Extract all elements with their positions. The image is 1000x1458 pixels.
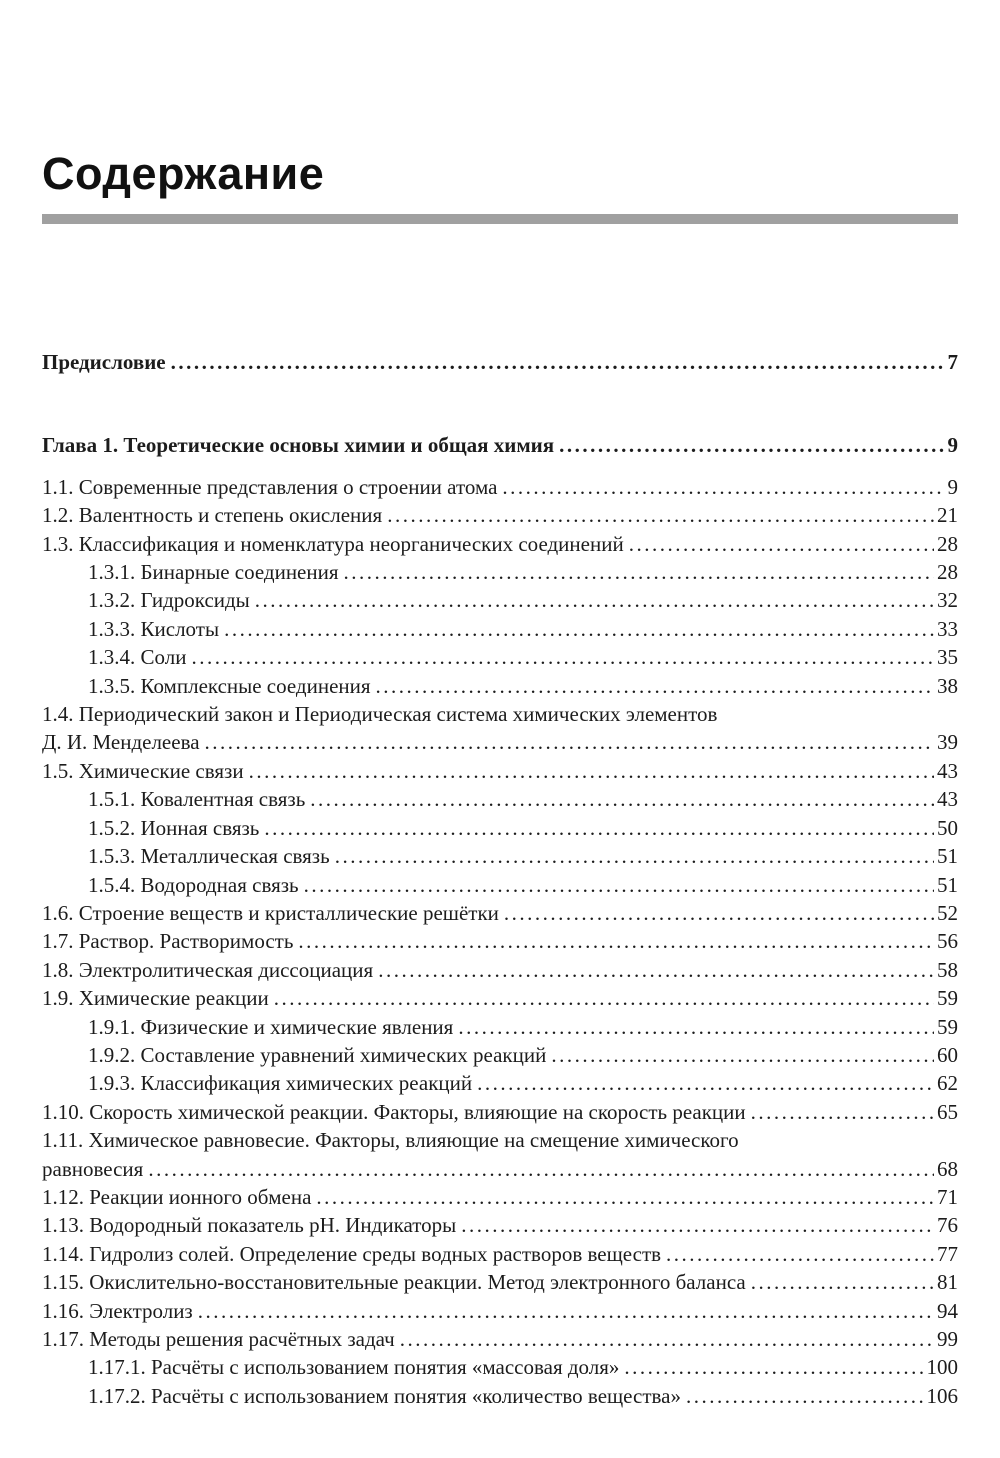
toc-entry <box>42 615 958 643</box>
toc-entry-label: 1.13. Водородный показатель рН. Индикаторы <box>42 1213 457 1238</box>
toc-entry-page: 59 <box>937 1014 958 1039</box>
dot-leader <box>751 1268 934 1296</box>
toc-entry-label: равновесия <box>42 1156 144 1181</box>
dot-leader <box>255 586 934 614</box>
toc-entry-page: 9 <box>947 474 958 499</box>
toc-entry <box>42 672 958 700</box>
toc-entry-label: 1.16. Электролиз <box>42 1298 193 1323</box>
toc-entry <box>42 1098 958 1126</box>
dot-leader <box>376 672 934 700</box>
toc-entry-page: 51 <box>937 872 958 897</box>
dot-leader <box>304 871 934 899</box>
toc-entry <box>42 1268 958 1296</box>
toc-entry <box>42 1183 958 1211</box>
toc-entry <box>42 1240 958 1268</box>
dot-leader <box>477 1069 934 1097</box>
toc-entry-page: 76 <box>937 1213 958 1238</box>
toc-entry-page: 51 <box>937 844 958 869</box>
toc-entry <box>42 643 958 671</box>
toc-entry <box>42 700 958 728</box>
toc-entry-page: 99 <box>937 1327 958 1351</box>
toc-entry <box>42 728 958 756</box>
toc-entry <box>42 899 958 927</box>
dot-leader <box>264 814 934 842</box>
toc-entry-page: 71 <box>937 1184 958 1209</box>
dot-leader <box>224 615 934 643</box>
dot-leader <box>335 842 934 870</box>
toc-entry-label: Предисловие <box>42 350 166 374</box>
toc-entry <box>42 1382 958 1410</box>
toc-entry-page: 28 <box>937 560 958 585</box>
toc-entry-label: 1.15. Окислительно-восстановительные реакции. Метод электронного баланса <box>42 1270 746 1295</box>
toc-entry-label: Д. И. Менделеева <box>42 730 200 755</box>
dot-leader <box>191 643 934 671</box>
toc-entry-label: 1.12. Реакции ионного обмена <box>42 1184 312 1209</box>
toc-entry <box>42 984 958 1012</box>
dot-leader <box>686 1382 924 1410</box>
toc-entry <box>42 348 958 376</box>
toc-entry-page: 21 <box>937 503 958 528</box>
toc-entry-page: 39 <box>937 730 958 755</box>
toc-entry-label: 1.6. Строение веществ и кристаллические решётки <box>42 900 499 925</box>
toc-entry <box>42 1013 958 1041</box>
toc-entry <box>42 871 958 899</box>
toc-entry-label: 1.8. Электролитическая диссоциация <box>42 957 374 982</box>
toc-entry-label: 1.5. Химические связи <box>42 758 244 783</box>
dot-leader <box>502 473 944 501</box>
toc-entry <box>42 785 958 813</box>
toc-entry-page: 28 <box>937 531 958 556</box>
toc-entry <box>42 1325 958 1353</box>
toc-entry <box>42 1069 958 1097</box>
toc-entry-page: 43 <box>937 787 958 812</box>
toc-entry <box>42 1297 958 1325</box>
toc-entry-page: 94 <box>937 1298 958 1323</box>
toc-entry-page: 58 <box>937 957 958 982</box>
toc-entry-label: 1.4. Периодический закон и Периодическая система химических элементов <box>42 702 718 727</box>
toc-entry-label: Глава 1. Теоретические основы химии и общая химия <box>42 433 555 458</box>
toc-entry-label: 1.17. Методы решения расчётных задач <box>42 1327 395 1351</box>
toc-entry <box>42 431 958 459</box>
toc-entry-page: 106 <box>926 1383 958 1408</box>
toc-entry-label: 1.5.2. Ионная связь <box>88 815 260 840</box>
toc-entry <box>42 1211 958 1239</box>
toc-entry-page: 43 <box>937 758 958 783</box>
toc-entry-label: 1.3. Классификация и номенклатура неорганических соединений <box>42 531 624 556</box>
toc-entry-label: 1.11. Химическое равновесие. Факторы, влияющие на смещение химического <box>42 1128 739 1153</box>
toc-entry-label: 1.9.1. Физические и химические явления <box>88 1014 454 1039</box>
toc-entry-label: 1.9.2. Составление уравнений химических реакций <box>88 1042 547 1067</box>
toc-list <box>42 348 958 1410</box>
toc-entry-page: 68 <box>937 1156 958 1181</box>
dot-leader <box>504 899 934 927</box>
toc-entry-page: 59 <box>937 986 958 1011</box>
toc-entry-page: 38 <box>937 673 958 698</box>
toc-entry-label: 1.2. Валентность и степень окисления <box>42 503 383 528</box>
dot-leader <box>461 1211 934 1239</box>
toc-entry-label: 1.5.1. Ковалентная связь <box>88 787 306 812</box>
toc-entry <box>42 927 958 955</box>
toc-entry-label: 1.9. Химические реакции <box>42 986 269 1011</box>
toc-entry <box>42 1041 958 1069</box>
dot-leader <box>551 1041 934 1069</box>
toc-entry <box>42 1155 958 1183</box>
toc-entry-label: 1.7. Раствор. Растворимость <box>42 929 294 954</box>
toc-entry-page: 81 <box>937 1270 958 1295</box>
dot-leader <box>148 1155 934 1183</box>
toc-entry-label: 1.3.1. Бинарные соединения <box>88 560 339 585</box>
toc-entry <box>42 814 958 842</box>
dot-leader <box>751 1098 934 1126</box>
dot-leader <box>344 558 934 586</box>
toc-entry-page: 9 <box>947 433 958 458</box>
toc-entry <box>42 1126 958 1154</box>
toc-entry-page: 33 <box>937 616 958 641</box>
toc-entry-label: 1.5.3. Металлическая связь <box>88 844 330 869</box>
toc-entry-label: 1.17.1. Расчёты с использованием понятия «массовая доля» <box>88 1355 620 1380</box>
toc-entry-label: 1.3.4. Соли <box>88 645 187 670</box>
dot-leader <box>400 1325 934 1353</box>
dot-leader <box>249 757 934 785</box>
toc-entry-page: 62 <box>937 1071 958 1096</box>
dot-leader <box>298 927 934 955</box>
toc-entry <box>42 473 958 501</box>
toc-entry-page: 100 <box>926 1355 958 1380</box>
dot-leader <box>559 431 944 459</box>
dot-leader <box>458 1013 934 1041</box>
toc-entry-label: 1.1. Современные представления о строении атома <box>42 474 498 499</box>
toc-entry-label: 1.3.5. Комплексные соединения <box>88 673 371 698</box>
toc-entry-label: 1.3.3. Кислоты <box>88 616 220 641</box>
toc-entry <box>42 558 958 586</box>
title-rule <box>42 214 958 224</box>
toc-entry-page: 56 <box>937 929 958 954</box>
toc-entry-label: 1.9.3. Классификация химических реакций <box>88 1071 473 1096</box>
toc-entry-label: 1.10. Скорость химической реакции. Факторы, влияющие на скорость реакции <box>42 1099 746 1124</box>
toc-entry-label: 1.14. Гидролиз солей. Определение среды водных растворов веществ <box>42 1241 662 1266</box>
dot-leader <box>171 348 945 376</box>
toc-entry <box>42 956 958 984</box>
dot-leader <box>310 785 934 813</box>
dot-leader <box>274 984 934 1012</box>
dot-leader <box>624 1353 923 1381</box>
toc-entry-label: 1.3.2. Гидроксиды <box>88 588 250 613</box>
toc-entry <box>42 757 958 785</box>
toc-entry-page: 7 <box>947 350 958 374</box>
toc-entry-label: 1.5.4. Водородная связь <box>88 872 299 897</box>
toc-entry-page: 52 <box>937 900 958 925</box>
dot-leader <box>205 728 934 756</box>
dot-leader <box>387 501 934 529</box>
toc-entry-page: 65 <box>937 1099 958 1124</box>
dot-leader <box>316 1183 934 1211</box>
toc-entry-page: 60 <box>937 1042 958 1067</box>
dot-leader <box>378 956 934 984</box>
toc-entry-label: 1.17.2. Расчёты с использованием понятия «количество вещества» <box>88 1383 681 1408</box>
toc-entry-page: 50 <box>937 815 958 840</box>
toc-entry-page: 32 <box>937 588 958 613</box>
toc-entry <box>42 842 958 870</box>
dot-leader <box>198 1297 934 1325</box>
dot-leader <box>666 1240 934 1268</box>
toc-entry-page: 77 <box>937 1241 958 1266</box>
toc-entry <box>42 530 958 558</box>
toc-entry-page: 35 <box>937 645 958 670</box>
toc-entry <box>42 1353 958 1381</box>
toc-entry <box>42 501 958 529</box>
page-title: Содержание <box>42 148 325 199</box>
toc-entry <box>42 586 958 614</box>
dot-leader <box>629 530 934 558</box>
